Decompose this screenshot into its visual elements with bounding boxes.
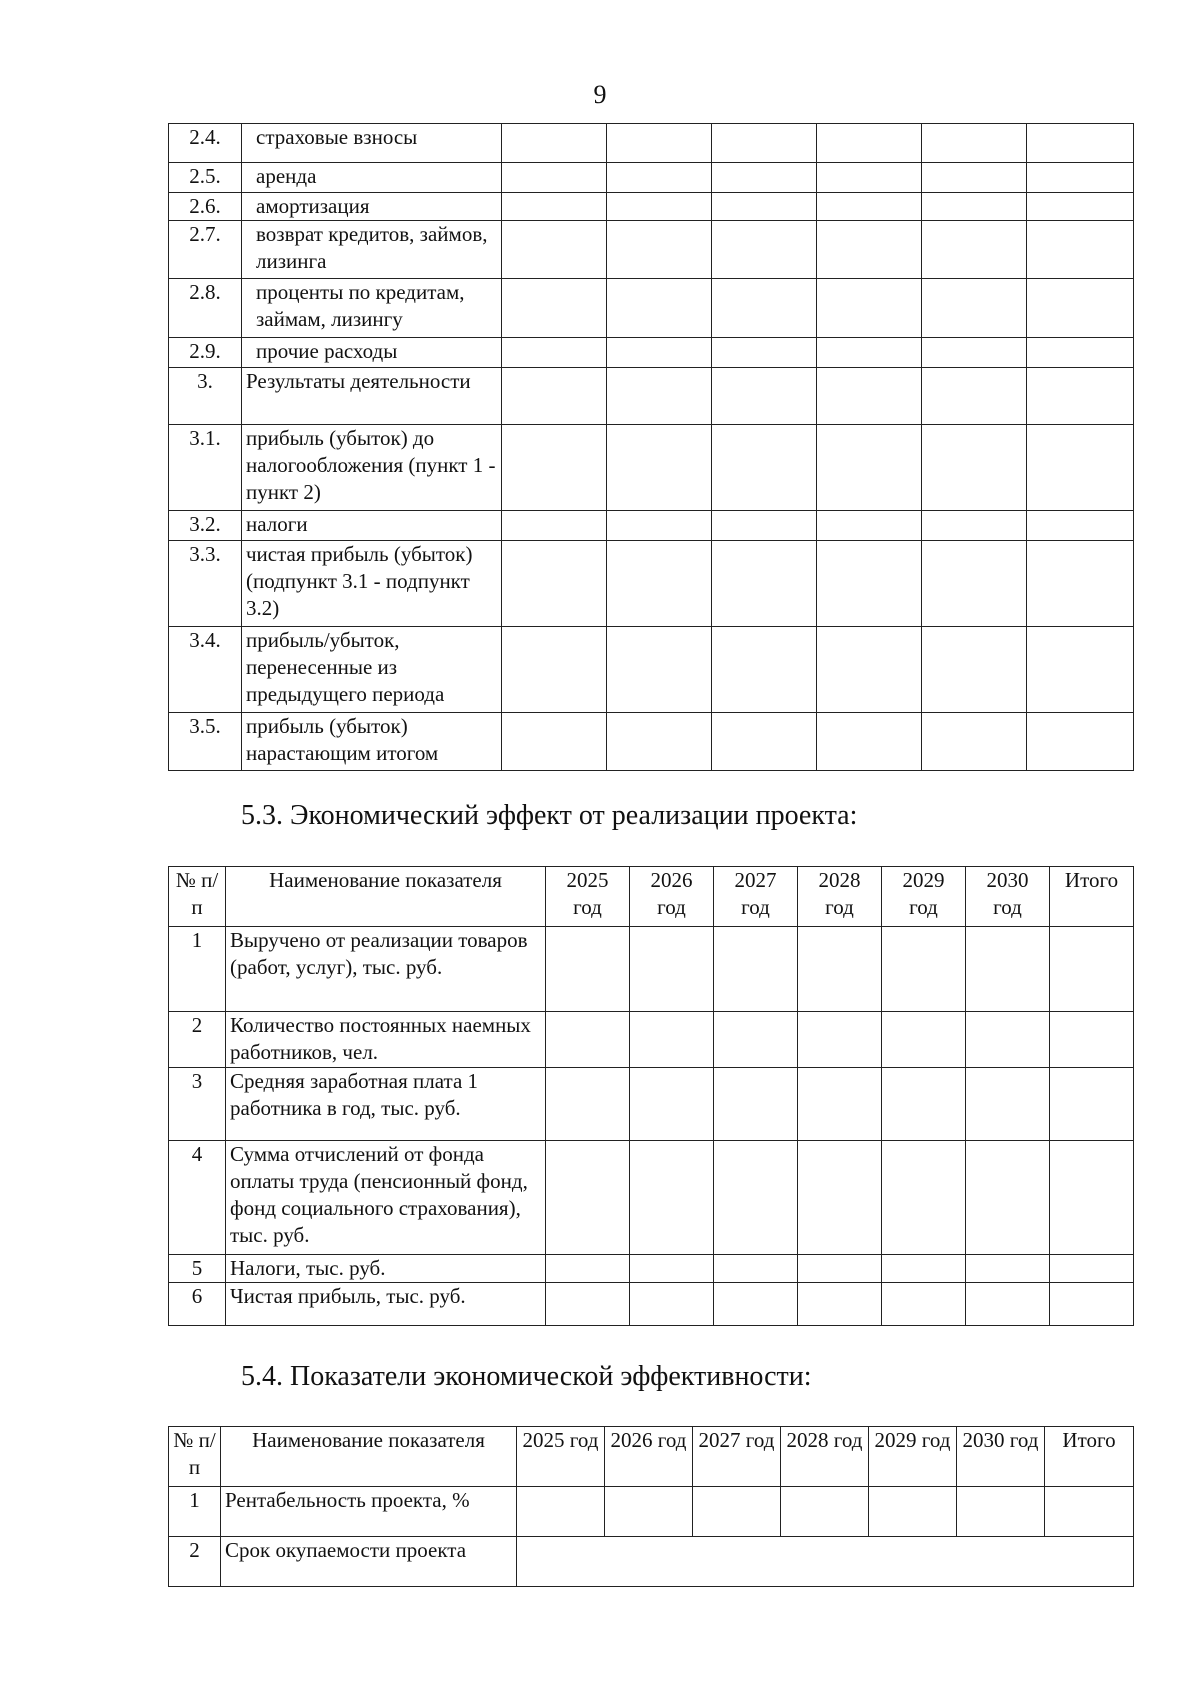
row-label: Налоги, тыс. руб.	[226, 1255, 546, 1283]
value-cell	[712, 193, 817, 221]
table-row	[169, 368, 1134, 425]
value-cell	[817, 511, 922, 541]
row-label: аренда	[242, 163, 502, 193]
row-number: 2.4.	[169, 124, 242, 163]
row-number: 2	[169, 1537, 221, 1587]
value-cell	[712, 338, 817, 368]
value-cell	[798, 927, 882, 1012]
value-cell	[712, 511, 817, 541]
section-title-5-4: 5.4. Показатели экономической эффективности:	[241, 1361, 812, 1392]
row-label: Чистая прибыль, тыс. руб.	[226, 1283, 546, 1326]
value-cell	[817, 627, 922, 713]
value-cell	[1050, 1283, 1134, 1326]
value-cell	[1027, 124, 1134, 163]
value-cell	[607, 511, 712, 541]
value-cell	[712, 279, 817, 338]
efficiency-table-body	[169, 1427, 1134, 1587]
row-number: 2.7.	[169, 221, 242, 279]
value-cell	[502, 193, 607, 221]
value-cell	[798, 1012, 882, 1068]
value-cell	[966, 1012, 1050, 1068]
value-cell	[922, 541, 1027, 627]
row-label: страховые взносы	[242, 124, 502, 163]
value-cell	[1045, 1487, 1134, 1537]
value-cell	[922, 163, 1027, 193]
value-cell	[502, 627, 607, 713]
value-cell	[1027, 425, 1134, 511]
column-header-total: Итого	[1045, 1427, 1134, 1487]
value-cell	[607, 124, 712, 163]
value-cell	[607, 338, 712, 368]
value-cell	[630, 1283, 714, 1326]
value-cell	[1050, 1012, 1134, 1068]
table-row	[169, 1487, 1134, 1537]
row-label: прибыль (убыток) нарастающим итогом	[242, 713, 502, 771]
row-number: 3.4.	[169, 627, 242, 713]
value-cell	[693, 1487, 781, 1537]
table-row	[169, 338, 1134, 368]
row-label: прибыль/убыток, перенесенные из предыдущего периода	[242, 627, 502, 713]
row-number: 2.6.	[169, 193, 242, 221]
value-cell	[502, 368, 607, 425]
value-cell	[712, 425, 817, 511]
header-row	[169, 867, 1134, 927]
column-header-year: 2030 год	[966, 867, 1050, 927]
row-label: Результаты деятельности	[242, 368, 502, 425]
value-cell	[502, 279, 607, 338]
value-cell	[607, 368, 712, 425]
economic-effect-table	[168, 866, 1134, 1326]
results-table-body	[169, 124, 1134, 771]
section-title-5-3: 5.3. Экономический эффект от реализации проекта:	[241, 800, 858, 831]
row-label: проценты по кредитам, займам, лизингу	[242, 279, 502, 338]
column-header-name: Наименование показателя	[226, 867, 546, 927]
row-number: 1	[169, 1487, 221, 1537]
value-cell	[1050, 1068, 1134, 1141]
value-cell	[607, 163, 712, 193]
row-label: возврат кредитов, займов, лизинга	[242, 221, 502, 279]
row-label: налоги	[242, 511, 502, 541]
value-cell	[817, 425, 922, 511]
value-cell	[966, 927, 1050, 1012]
row-label: Рентабельность проекта, %	[221, 1487, 517, 1537]
value-cell	[607, 541, 712, 627]
column-header-year: 2029 год	[869, 1427, 957, 1487]
value-cell	[502, 425, 607, 511]
value-cell	[502, 713, 607, 771]
value-cell	[1027, 279, 1134, 338]
value-cell	[817, 221, 922, 279]
row-number: 1	[169, 927, 226, 1012]
value-cell	[714, 1283, 798, 1326]
value-cell	[502, 221, 607, 279]
value-cell	[1050, 1141, 1134, 1255]
value-cell	[546, 1141, 630, 1255]
column-header-year: 2027 год	[714, 867, 798, 927]
row-number: 2.9.	[169, 338, 242, 368]
value-cell	[922, 279, 1027, 338]
value-cell	[817, 193, 922, 221]
table-row	[169, 1012, 1134, 1068]
value-cell	[714, 1141, 798, 1255]
value-cell	[712, 713, 817, 771]
value-cell	[869, 1487, 957, 1537]
value-cell	[1050, 927, 1134, 1012]
row-label: Срок окупаемости проекта	[221, 1537, 517, 1587]
value-cell	[1050, 1255, 1134, 1283]
value-cell	[966, 1068, 1050, 1141]
table-row	[169, 1068, 1134, 1141]
value-cell	[546, 1012, 630, 1068]
value-cell	[882, 927, 966, 1012]
row-label: Средняя заработная плата 1 работника в год, тыс. руб.	[226, 1068, 546, 1141]
column-header-name: Наименование показателя	[221, 1427, 517, 1487]
table-row	[169, 193, 1134, 221]
value-cell	[517, 1487, 605, 1537]
value-cell	[607, 425, 712, 511]
table-row	[169, 541, 1134, 627]
value-cell	[1027, 163, 1134, 193]
table-row	[169, 163, 1134, 193]
value-cell	[502, 338, 607, 368]
table-row	[169, 279, 1134, 338]
row-number: 6	[169, 1283, 226, 1326]
row-label: прочие расходы	[242, 338, 502, 368]
results-table	[168, 123, 1134, 771]
value-cell	[922, 713, 1027, 771]
row-number: 3.5.	[169, 713, 242, 771]
value-cell	[882, 1141, 966, 1255]
value-cell	[607, 713, 712, 771]
value-cell	[798, 1068, 882, 1141]
value-cell	[630, 1068, 714, 1141]
column-header-year: 2028 год	[781, 1427, 869, 1487]
page-number: 9	[593, 80, 607, 109]
value-cell	[882, 1255, 966, 1283]
efficiency-table	[168, 1426, 1134, 1587]
value-cell	[607, 193, 712, 221]
value-cell	[817, 124, 922, 163]
value-cell	[922, 425, 1027, 511]
value-cell	[1027, 221, 1134, 279]
column-header-year: 2030 год	[957, 1427, 1045, 1487]
value-cell	[714, 1012, 798, 1068]
row-number: 3.	[169, 368, 242, 425]
value-cell	[630, 1012, 714, 1068]
value-cell	[502, 541, 607, 627]
row-number: 2	[169, 1012, 226, 1068]
value-cell	[922, 124, 1027, 163]
table-row	[169, 1283, 1134, 1326]
value-cell	[1027, 511, 1134, 541]
row-number: 3.2.	[169, 511, 242, 541]
value-cell	[630, 927, 714, 1012]
value-cell	[1027, 193, 1134, 221]
value-cell	[1027, 368, 1134, 425]
value-cell	[798, 1141, 882, 1255]
value-cell	[712, 163, 817, 193]
value-cell	[882, 1283, 966, 1326]
value-cell	[712, 627, 817, 713]
value-cell	[546, 927, 630, 1012]
table-row	[169, 1255, 1134, 1283]
value-cell	[781, 1487, 869, 1537]
row-label: прибыль (убыток) до налогообложения (пункт 1 - пункт 2)	[242, 425, 502, 511]
row-number: 5	[169, 1255, 226, 1283]
value-cell	[1027, 338, 1134, 368]
table-row	[169, 1537, 1134, 1587]
table-row	[169, 221, 1134, 279]
row-label: Сумма отчислений от фонда оплаты труда (пенсионный фонд, фонд социального страхования), тыс. руб.	[226, 1141, 546, 1255]
row-number: 3.1.	[169, 425, 242, 511]
table-row	[169, 1141, 1134, 1255]
table-row	[169, 927, 1134, 1012]
value-cell	[712, 124, 817, 163]
value-cell	[712, 221, 817, 279]
column-header-year: 2027 год	[693, 1427, 781, 1487]
value-cell	[607, 221, 712, 279]
column-header-year: 2028 год	[798, 867, 882, 927]
column-header-year: 2025 год	[517, 1427, 605, 1487]
value-cell	[630, 1255, 714, 1283]
column-header-year: 2026 год	[630, 867, 714, 927]
value-cell	[922, 221, 1027, 279]
row-number: 2.5.	[169, 163, 242, 193]
header-row	[169, 1427, 1134, 1487]
value-cell	[607, 279, 712, 338]
row-label: чистая прибыль (убыток) (подпункт 3.1 - подпункт 3.2)	[242, 541, 502, 627]
value-cell	[966, 1141, 1050, 1255]
column-header-num: № п/п	[169, 1427, 221, 1487]
column-header-total: Итого	[1050, 867, 1134, 927]
row-label: Количество постоянных наемных работников, чел.	[226, 1012, 546, 1068]
value-cell	[966, 1283, 1050, 1326]
column-header-num: № п/п	[169, 867, 226, 927]
value-cell	[817, 338, 922, 368]
value-cell	[714, 1255, 798, 1283]
table-row	[169, 627, 1134, 713]
value-cell	[605, 1487, 693, 1537]
value-cell	[922, 338, 1027, 368]
value-cell	[712, 541, 817, 627]
economic-effect-table-body	[169, 867, 1134, 1326]
value-cell	[882, 1068, 966, 1141]
value-cell	[546, 1068, 630, 1141]
value-cell	[546, 1283, 630, 1326]
row-number: 4	[169, 1141, 226, 1255]
value-cell	[817, 368, 922, 425]
value-cell	[546, 1255, 630, 1283]
table-row	[169, 713, 1134, 771]
value-cell	[1027, 627, 1134, 713]
column-header-year: 2029 год	[882, 867, 966, 927]
column-header-year: 2026 год	[605, 1427, 693, 1487]
row-label: Выручено от реализации товаров (работ, услуг), тыс. руб.	[226, 927, 546, 1012]
value-cell	[817, 163, 922, 193]
table-row	[169, 124, 1134, 163]
value-cell	[817, 541, 922, 627]
value-cell	[502, 124, 607, 163]
column-header-year: 2025 год	[546, 867, 630, 927]
value-cell	[630, 1141, 714, 1255]
value-cell	[607, 627, 712, 713]
value-cell	[1027, 541, 1134, 627]
value-cell	[1027, 713, 1134, 771]
value-cell	[798, 1283, 882, 1326]
value-cell	[714, 927, 798, 1012]
merged-value-cell	[517, 1537, 1134, 1587]
value-cell	[502, 163, 607, 193]
value-cell	[502, 511, 607, 541]
row-number: 3	[169, 1068, 226, 1141]
row-label: амортизация	[242, 193, 502, 221]
value-cell	[957, 1487, 1045, 1537]
value-cell	[714, 1068, 798, 1141]
value-cell	[922, 627, 1027, 713]
table-row	[169, 425, 1134, 511]
value-cell	[922, 511, 1027, 541]
row-number: 3.3.	[169, 541, 242, 627]
value-cell	[817, 279, 922, 338]
row-number: 2.8.	[169, 279, 242, 338]
value-cell	[966, 1255, 1050, 1283]
value-cell	[798, 1255, 882, 1283]
value-cell	[882, 1012, 966, 1068]
value-cell	[817, 713, 922, 771]
table-row	[169, 511, 1134, 541]
value-cell	[922, 193, 1027, 221]
value-cell	[922, 368, 1027, 425]
value-cell	[712, 368, 817, 425]
